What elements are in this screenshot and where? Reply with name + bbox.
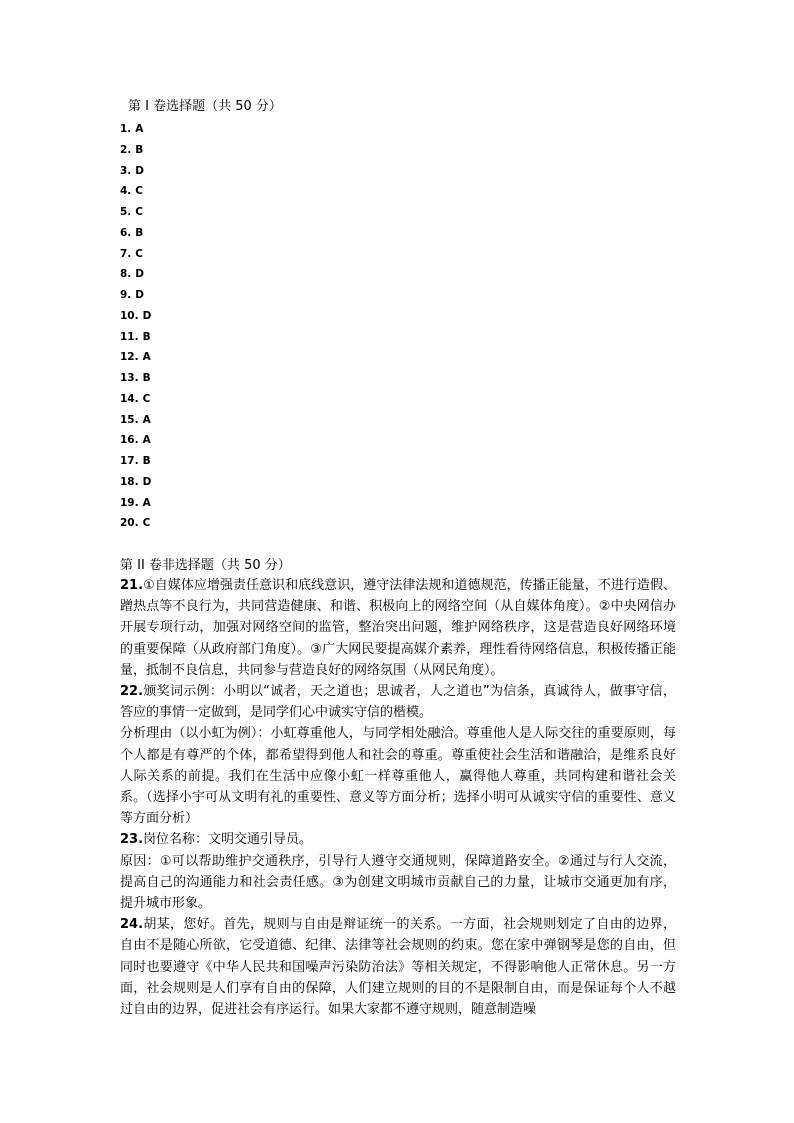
answer-item: [120, 368, 676, 389]
answer-item: [120, 119, 676, 140]
q21-number: 21.: [120, 578, 144, 593]
q22-analysis: 分析理由（以小虹为例）：小虹尊重他人，与同学相处融洽。尊重他人是人际交往的重要原则，每个人都是有尊严的个体，都希望得到他人和社会的尊重。尊重使社会生活和谐融洽，是维系良好人际关系的前提。我们在生活中应像小虹一样尊重他人，赢得他人尊重，共同构建和谐社会关系。（选择小宇可从文明有礼的重要性、意义等方面分析；选择小明可从诚实守信的重要性、意义等方面分析）: [120, 726, 676, 827]
q24-answer: [120, 914, 676, 1020]
answer-number: 7.: [120, 247, 132, 260]
answer-choice: C: [135, 185, 144, 198]
answer-item: [120, 161, 676, 182]
answer-number: 15.: [120, 413, 139, 426]
answer-choice: A: [142, 351, 151, 364]
answer-choice: A: [142, 413, 151, 426]
q22-answer: [120, 681, 676, 723]
answer-choice: B: [135, 226, 144, 239]
answer-item: [120, 513, 676, 534]
answer-number: 16.: [120, 434, 139, 447]
q21-answer: [120, 575, 676, 681]
answer-number: 14.: [120, 392, 139, 405]
answer-choice: B: [135, 143, 144, 156]
answer-choice: A: [142, 434, 151, 447]
answer-item: [120, 285, 676, 306]
answer-item: [120, 472, 676, 493]
answer-choice: D: [142, 475, 152, 488]
answer-number: 6.: [120, 226, 132, 239]
answer-choice: D: [142, 309, 152, 322]
answer-item: [120, 493, 676, 514]
answer-choice: B: [142, 455, 151, 467]
answer-choice: D: [135, 164, 145, 177]
answer-number: 9.: [120, 289, 132, 301]
answer-number: 5.: [120, 206, 132, 218]
answer-choice: C: [135, 247, 144, 260]
q23-number: 23.: [120, 832, 144, 848]
q23-answer: [120, 829, 676, 850]
part2-title: 第 II 卷非选择题（共 50 分）: [120, 558, 291, 573]
q22-number: 22.: [120, 684, 144, 700]
answer-number: 2.: [120, 143, 132, 156]
answer-item: [120, 430, 676, 451]
q22-text: 颁奖词示例：小明以“诚者，天之道也；思诚者，人之道也”为信条，真诚待人，做事守信，答应的事情一定做到，是同学们心中诚实守信的楷模。: [120, 684, 676, 721]
answer-item: [120, 410, 676, 431]
answer-item: [120, 306, 676, 327]
answer-number: 12.: [120, 351, 139, 364]
answer-number: 19.: [120, 496, 139, 509]
answer-choice: C: [135, 206, 144, 218]
answer-item: [120, 347, 676, 368]
answer-number: 3.: [120, 164, 132, 177]
answer-item: [120, 389, 676, 410]
answer-item: [120, 140, 676, 161]
answer-number: 8.: [120, 268, 132, 281]
answer-number: 11.: [120, 330, 139, 343]
answer-key-page: [120, 97, 676, 1020]
answer-item: [120, 181, 676, 202]
answer-item: [120, 223, 676, 244]
answer-number: 18.: [120, 475, 139, 488]
answer-item: [120, 264, 676, 285]
section-gap: [120, 534, 676, 556]
answer-number: 10.: [120, 309, 139, 322]
choice-answer-list: [120, 119, 676, 534]
answer-item: [120, 202, 676, 223]
answer-choice: B: [142, 372, 151, 384]
answer-choice: D: [135, 289, 145, 301]
answer-number: 20.: [120, 517, 139, 530]
answer-choice: C: [142, 392, 151, 405]
part1-title: 第 I 卷选择题（共 50 分）: [128, 99, 282, 114]
q23-position: 岗位名称：文明交通引导员。: [143, 832, 313, 848]
answer-item: [120, 244, 676, 265]
q24-number: 24.: [120, 917, 144, 933]
answer-item: [120, 451, 676, 472]
answer-choice: D: [135, 268, 145, 281]
answer-number: 1.: [120, 123, 132, 135]
answer-choice: A: [142, 496, 151, 509]
answer-number: 4.: [120, 185, 132, 198]
answer-number: 13.: [120, 372, 139, 384]
answer-number: 17.: [120, 455, 139, 467]
answer-item: [120, 327, 676, 348]
answer-choice: C: [142, 517, 151, 530]
q23-reason: 原因：①可以帮助维护交通秩序，引导行人遵守交通规则，保障道路安全。②通过与行人交流，提高自己的沟通能力和社会责任感。③为创建文明城市贡献自己的力量，让城市交通更加有序，提升城市形象。: [120, 853, 676, 912]
answer-choice: B: [142, 330, 151, 343]
q24-text: 胡某，您好。首先，规则与自由是辩证统一的关系。一方面，社会规则划定了自由的边界，自由不是随心所欲，它受道德、纪律、法律等社会规则的约束。您在家中弹钢琴是您的自由，但同时也要遵守《中华人民共和国噪声污染防治法》等相关规定，不得影响他人正常休息。另一方面，社会规则是人们享有自由的保障，人们建立规则的目的不是限制自由，而是保证每个人不越过自由的边界，促进社会有序运行。如果大家都不遵守规则，随意制造噪: [120, 917, 676, 1018]
q21-text: ①自媒体应增强责任意识和底线意识，遵守法律法规和道德规范，传播正能量，不进行造假、蹭热点等不良行为，共同营造健康、和谐、积极向上的网络空间（从自媒体角度）。②中央网信办开展专项行动，加强对网络空间的监管，整治突出问题，维护网络秩序，这是营造良好网络环境的重要保障（从政府部门角度）。③广大网民要提高媒介素养，理性看待网络信息，积极传播正能量，抵制不良信息，共同参与营造良好的网络氛围（从网民角度）。: [120, 578, 676, 678]
answer-choice: A: [135, 123, 144, 135]
